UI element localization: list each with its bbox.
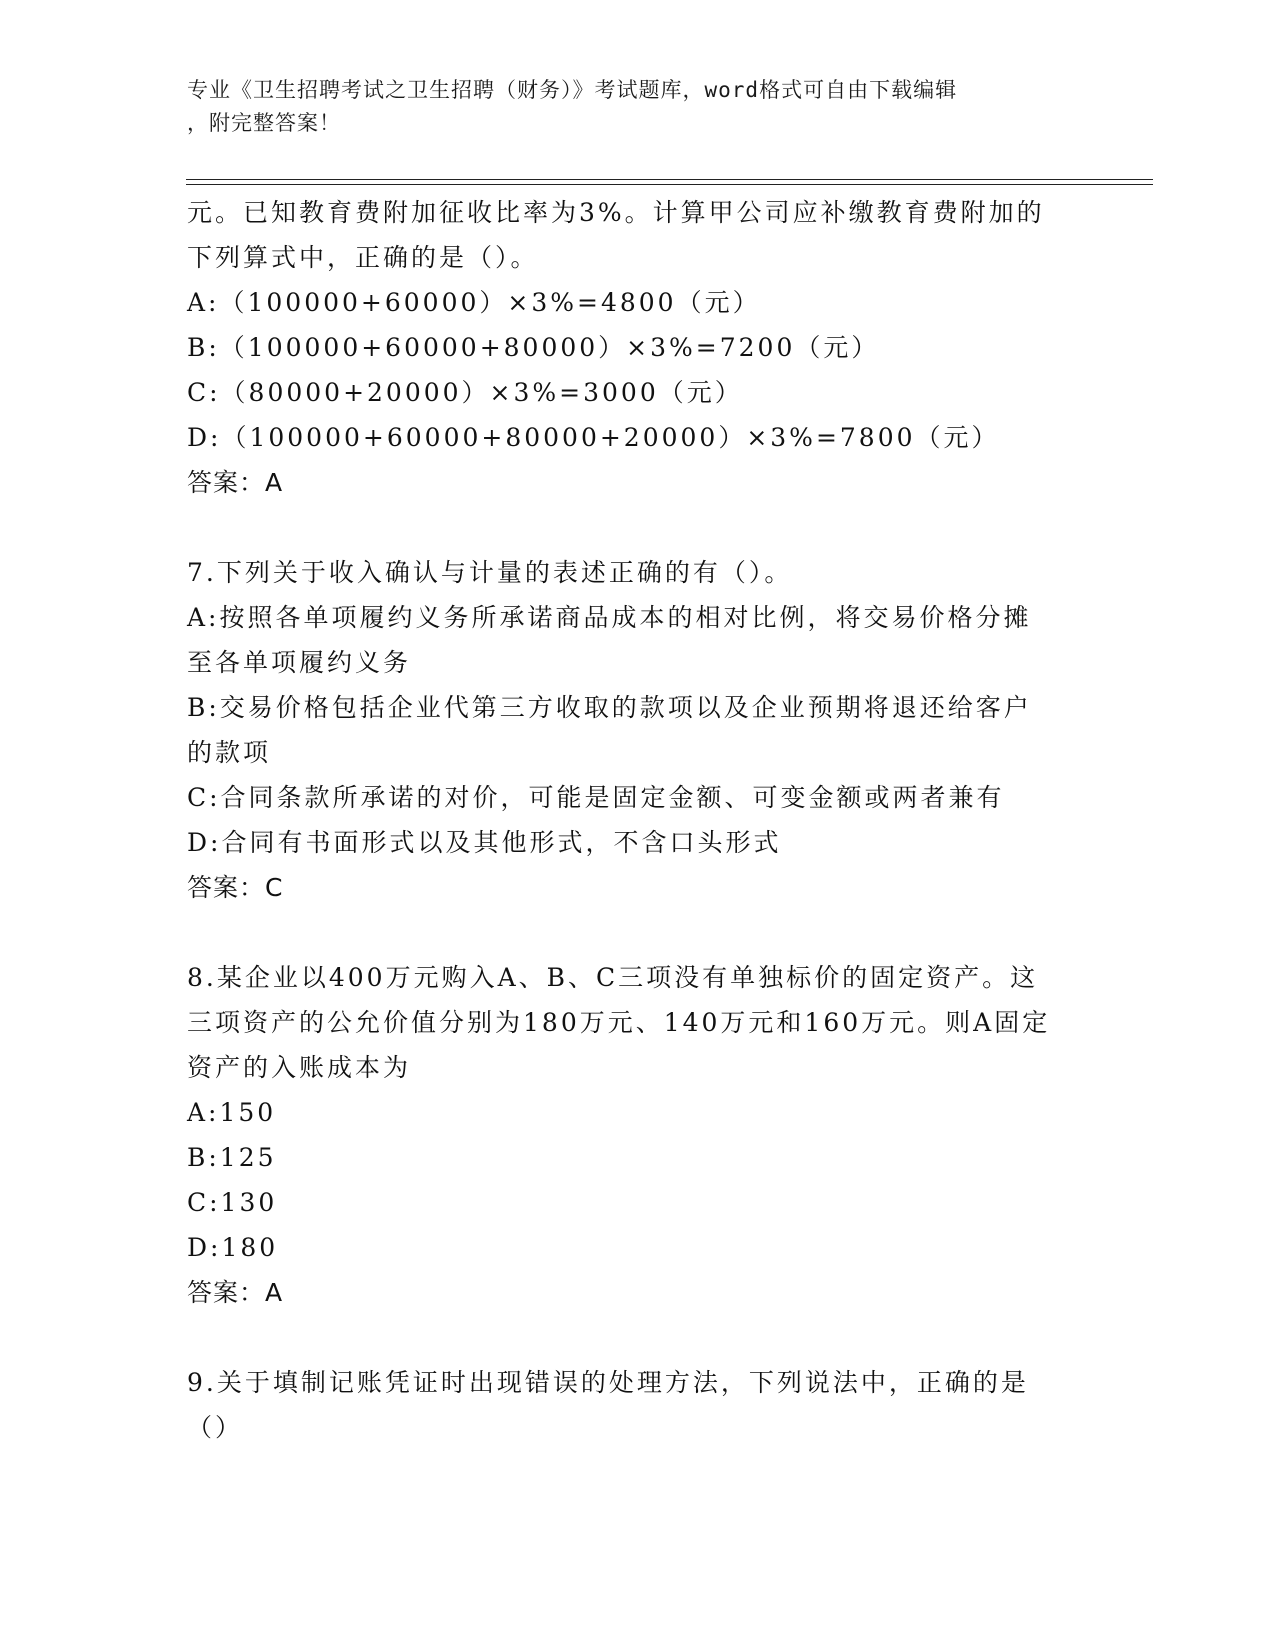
question-stem-line: 8.某企业以400万元购入A、B、C三项没有单独标价的固定资产。这: [187, 963, 1039, 992]
header-divider-bottom: [186, 184, 1153, 185]
option-a: A:按照各单项履约义务所承诺商品成本的相对比例，将交易价格分摊: [187, 603, 1032, 632]
question-7: [187, 550, 1087, 910]
option-c: C:合同条款所承诺的对价，可能是固定金额、可变金额或两者兼有: [187, 783, 1005, 812]
option-c: C:130: [187, 1188, 278, 1217]
option-b: B:125: [187, 1143, 277, 1172]
spacer: [187, 505, 1087, 550]
option-a-continued: 至各单项履约义务: [187, 648, 412, 677]
document-header: [187, 74, 1087, 140]
question-stem-line: 元。已知教育费附加征收比率为3%。计算甲公司应补缴教育费附加的: [187, 198, 1045, 227]
question-stem-line: 下列算式中，正确的是（）。: [187, 243, 539, 272]
spacer: [187, 910, 1087, 955]
question-9: [187, 1360, 1087, 1450]
question-stem-line: 7.下列关于收入确认与计量的表述正确的有（）。: [187, 558, 793, 587]
option-b: B:（100000+60000+80000）×3%=7200（元）: [187, 333, 880, 362]
option-c: C:（80000+20000）×3%=3000（元）: [187, 378, 743, 407]
question-6: [187, 190, 1087, 505]
option-d: D:合同有书面形式以及其他形式，不含口头形式: [187, 828, 782, 857]
option-d: D:180: [187, 1233, 279, 1262]
answer-line: 答案：C: [187, 873, 284, 902]
header-divider-top: [186, 179, 1153, 180]
question-stem-line: 9.关于填制记账凭证时出现错误的处理方法，下列说法中，正确的是: [187, 1368, 1029, 1397]
option-b: B:交易价格包括企业代第三方收取的款项以及企业预期将退还给客户: [187, 693, 1032, 722]
answer-line: 答案：A: [187, 468, 284, 497]
spacer: [187, 1315, 1087, 1360]
question-8: [187, 955, 1087, 1315]
option-a: A:（100000+60000）×3%=4800（元）: [187, 288, 761, 317]
header-line-2: ，附完整答案！: [187, 111, 341, 135]
option-a: A:150: [187, 1098, 277, 1127]
answer-line: 答案：A: [187, 1278, 284, 1307]
document-body: [187, 190, 1087, 1450]
option-d: D:（100000+60000+80000+20000）×3%=7800（元）: [187, 423, 1000, 452]
question-stem-line: 三项资产的公允价值分别为180万元、140万元和160万元。则A固定: [187, 1008, 1051, 1037]
header-line-1: 专业《卫生招聘考试之卫生招聘（财务）》考试题库，word格式可自由下载编辑: [187, 78, 958, 102]
question-stem-line: （）: [187, 1413, 244, 1442]
option-b-continued: 的款项: [187, 738, 272, 767]
question-stem-line: 资产的入账成本为: [187, 1053, 412, 1082]
